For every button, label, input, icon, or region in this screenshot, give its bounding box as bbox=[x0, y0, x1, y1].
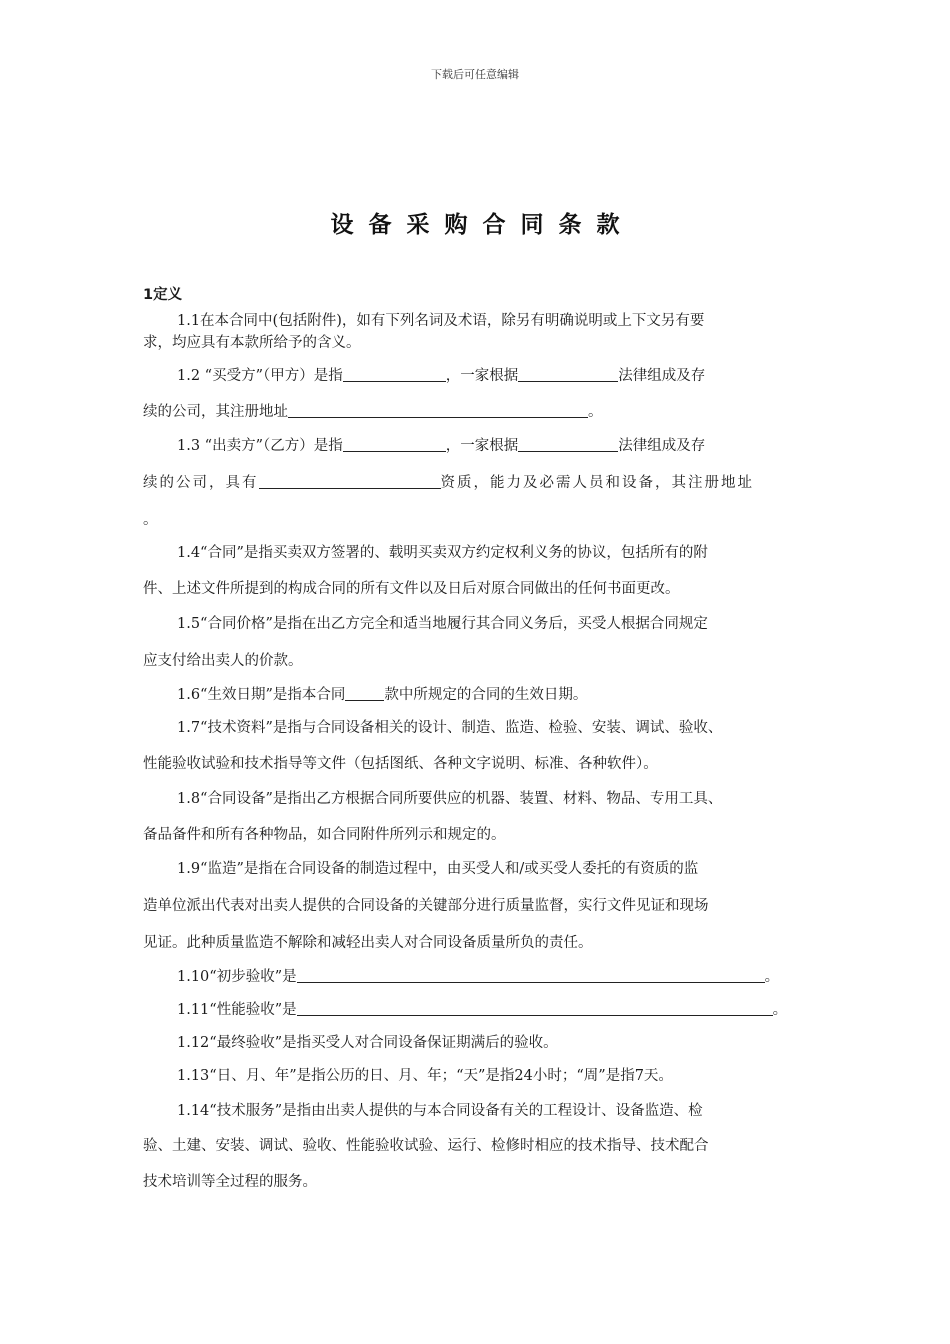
clause-1-5-line-1: 1.5“合同价格”是指在出乙方完全和适当地履行其合同义务后，买受人根据合同规定 bbox=[177, 616, 708, 632]
clause-1-3-line-2 bbox=[143, 471, 754, 492]
clause-text: 。 bbox=[588, 404, 603, 420]
clause-text: 续的公司，其注册地址 bbox=[143, 404, 288, 420]
clause-1-9-line-2: 造单位派出代表对出卖人提供的合同设备的关键部分进行质量监督，实行文件见证和现场 bbox=[143, 898, 709, 914]
clause-1-2-line-1 bbox=[177, 364, 705, 385]
blank-buyer-address[interactable] bbox=[288, 402, 588, 418]
clause-1-6-line-1 bbox=[177, 683, 587, 704]
clause-1-9-line-3: 见证。此种质量监造不解除和减轻出卖人对合同设备质量所负的责任。 bbox=[143, 935, 593, 951]
clause-1-7-line-1: 1.7“技术资料”是指与合同设备相关的设计、制造、监造、检验、安装、调试、验收、 bbox=[177, 720, 723, 736]
clause-text: 。 bbox=[764, 969, 780, 985]
clause-1-14-line-3: 技术培训等全过程的服务。 bbox=[143, 1174, 317, 1190]
clause-text: 1.11“性能验收”是 bbox=[177, 1002, 297, 1018]
clause-1-8-line-1: 1.8“合同设备”是指出乙方根据合同所要供应的机器、装置、材料、物品、专用工具、 bbox=[177, 791, 723, 807]
clause-1-7-line-2: 性能验收试验和技术指导等文件（包括图纸、各种文字说明、标准、各种软件）。 bbox=[143, 756, 658, 772]
section-heading: 1定义 bbox=[143, 287, 183, 303]
clause-1-14-line-2: 验、土建、安装、调试、验收、性能验收试验、运行、检修时相应的技术指导、技术配合 bbox=[143, 1138, 709, 1154]
clause-1-14-line-1: 1.14“技术服务”是指由出卖人提供的与本合同设备有关的工程设计、设备监造、检 bbox=[177, 1103, 703, 1119]
clause-1-1-line-1: 1.1在本合同中(包括附件)，如有下列名词及术语，除另有明确说明或上下文另有要 bbox=[177, 313, 705, 329]
clause-text: 1.3 “出卖方”（乙方）是指 bbox=[177, 438, 343, 454]
header-note: 下载后可任意编辑 bbox=[431, 68, 519, 81]
clause-1-12-line-1: 1.12“最终验收”是指买受人对合同设备保证期满后的验收。 bbox=[177, 1035, 558, 1051]
clause-1-11-line-1 bbox=[177, 998, 787, 1019]
blank-effective-clause[interactable] bbox=[345, 685, 384, 701]
clause-1-4-line-2: 件、上述文件所提到的构成合同的所有文件以及日后对原合同做出的任何书面更改。 bbox=[143, 581, 680, 597]
clause-text: ，一家根据 bbox=[445, 368, 519, 384]
clause-text: 法律组成及存 bbox=[618, 368, 706, 384]
blank-seller-law[interactable] bbox=[518, 436, 618, 452]
clause-1-5-line-2: 应支付给出卖人的价款。 bbox=[143, 653, 303, 669]
blank-seller-qualification[interactable] bbox=[259, 473, 441, 489]
blank-buyer-law[interactable] bbox=[518, 366, 618, 382]
clause-text: 续的公司，具有 bbox=[143, 475, 259, 491]
clause-text: 1.10“初步验收”是 bbox=[177, 969, 297, 985]
clause-text: 款中所规定的合同的生效日期。 bbox=[384, 687, 588, 703]
clause-text: ，一家根据 bbox=[445, 438, 519, 454]
clause-text: 资质，能力及必需人员和设备，其注册地址 bbox=[440, 475, 754, 491]
clause-1-9-line-1: 1.9“监造”是指在合同设备的制造过程中，由买受人和/或买受人委托的有资质的监 bbox=[177, 861, 699, 877]
clause-1-4-line-1: 1.4“合同”是指买卖双方签署的、载明买卖双方约定权利义务的协议，包括所有的附 bbox=[177, 545, 708, 561]
page-title: 设备采购合同条款 bbox=[330, 212, 635, 238]
clause-1-1-line-2: 求，均应具有本款所给予的含义。 bbox=[143, 335, 361, 351]
blank-seller-name[interactable] bbox=[343, 436, 446, 452]
clause-1-2-line-2 bbox=[143, 400, 603, 421]
clause-1-3-line-1 bbox=[177, 434, 705, 455]
blank-buyer-name[interactable] bbox=[343, 366, 446, 382]
clause-text: 1.2 “买受方”（甲方）是指 bbox=[177, 368, 343, 384]
clause-1-3-line-3: 。 bbox=[143, 512, 158, 528]
clause-1-13-line-1: 1.13“日、月、年”是指公历的日、月、年；“天”是指24小时；“周”是指7天。 bbox=[177, 1068, 673, 1084]
clause-text: 法律组成及存 bbox=[618, 438, 706, 454]
clause-text: 1.6“生效日期”是指本合同 bbox=[177, 687, 346, 703]
clause-1-10-line-1 bbox=[177, 965, 779, 986]
blank-performance-acceptance[interactable] bbox=[297, 1000, 773, 1016]
clause-1-8-line-2: 备品备件和所有各种物品，如合同附件所列示和规定的。 bbox=[143, 827, 506, 843]
clause-text: 。 bbox=[772, 1002, 788, 1018]
blank-preliminary-acceptance[interactable] bbox=[297, 967, 765, 983]
